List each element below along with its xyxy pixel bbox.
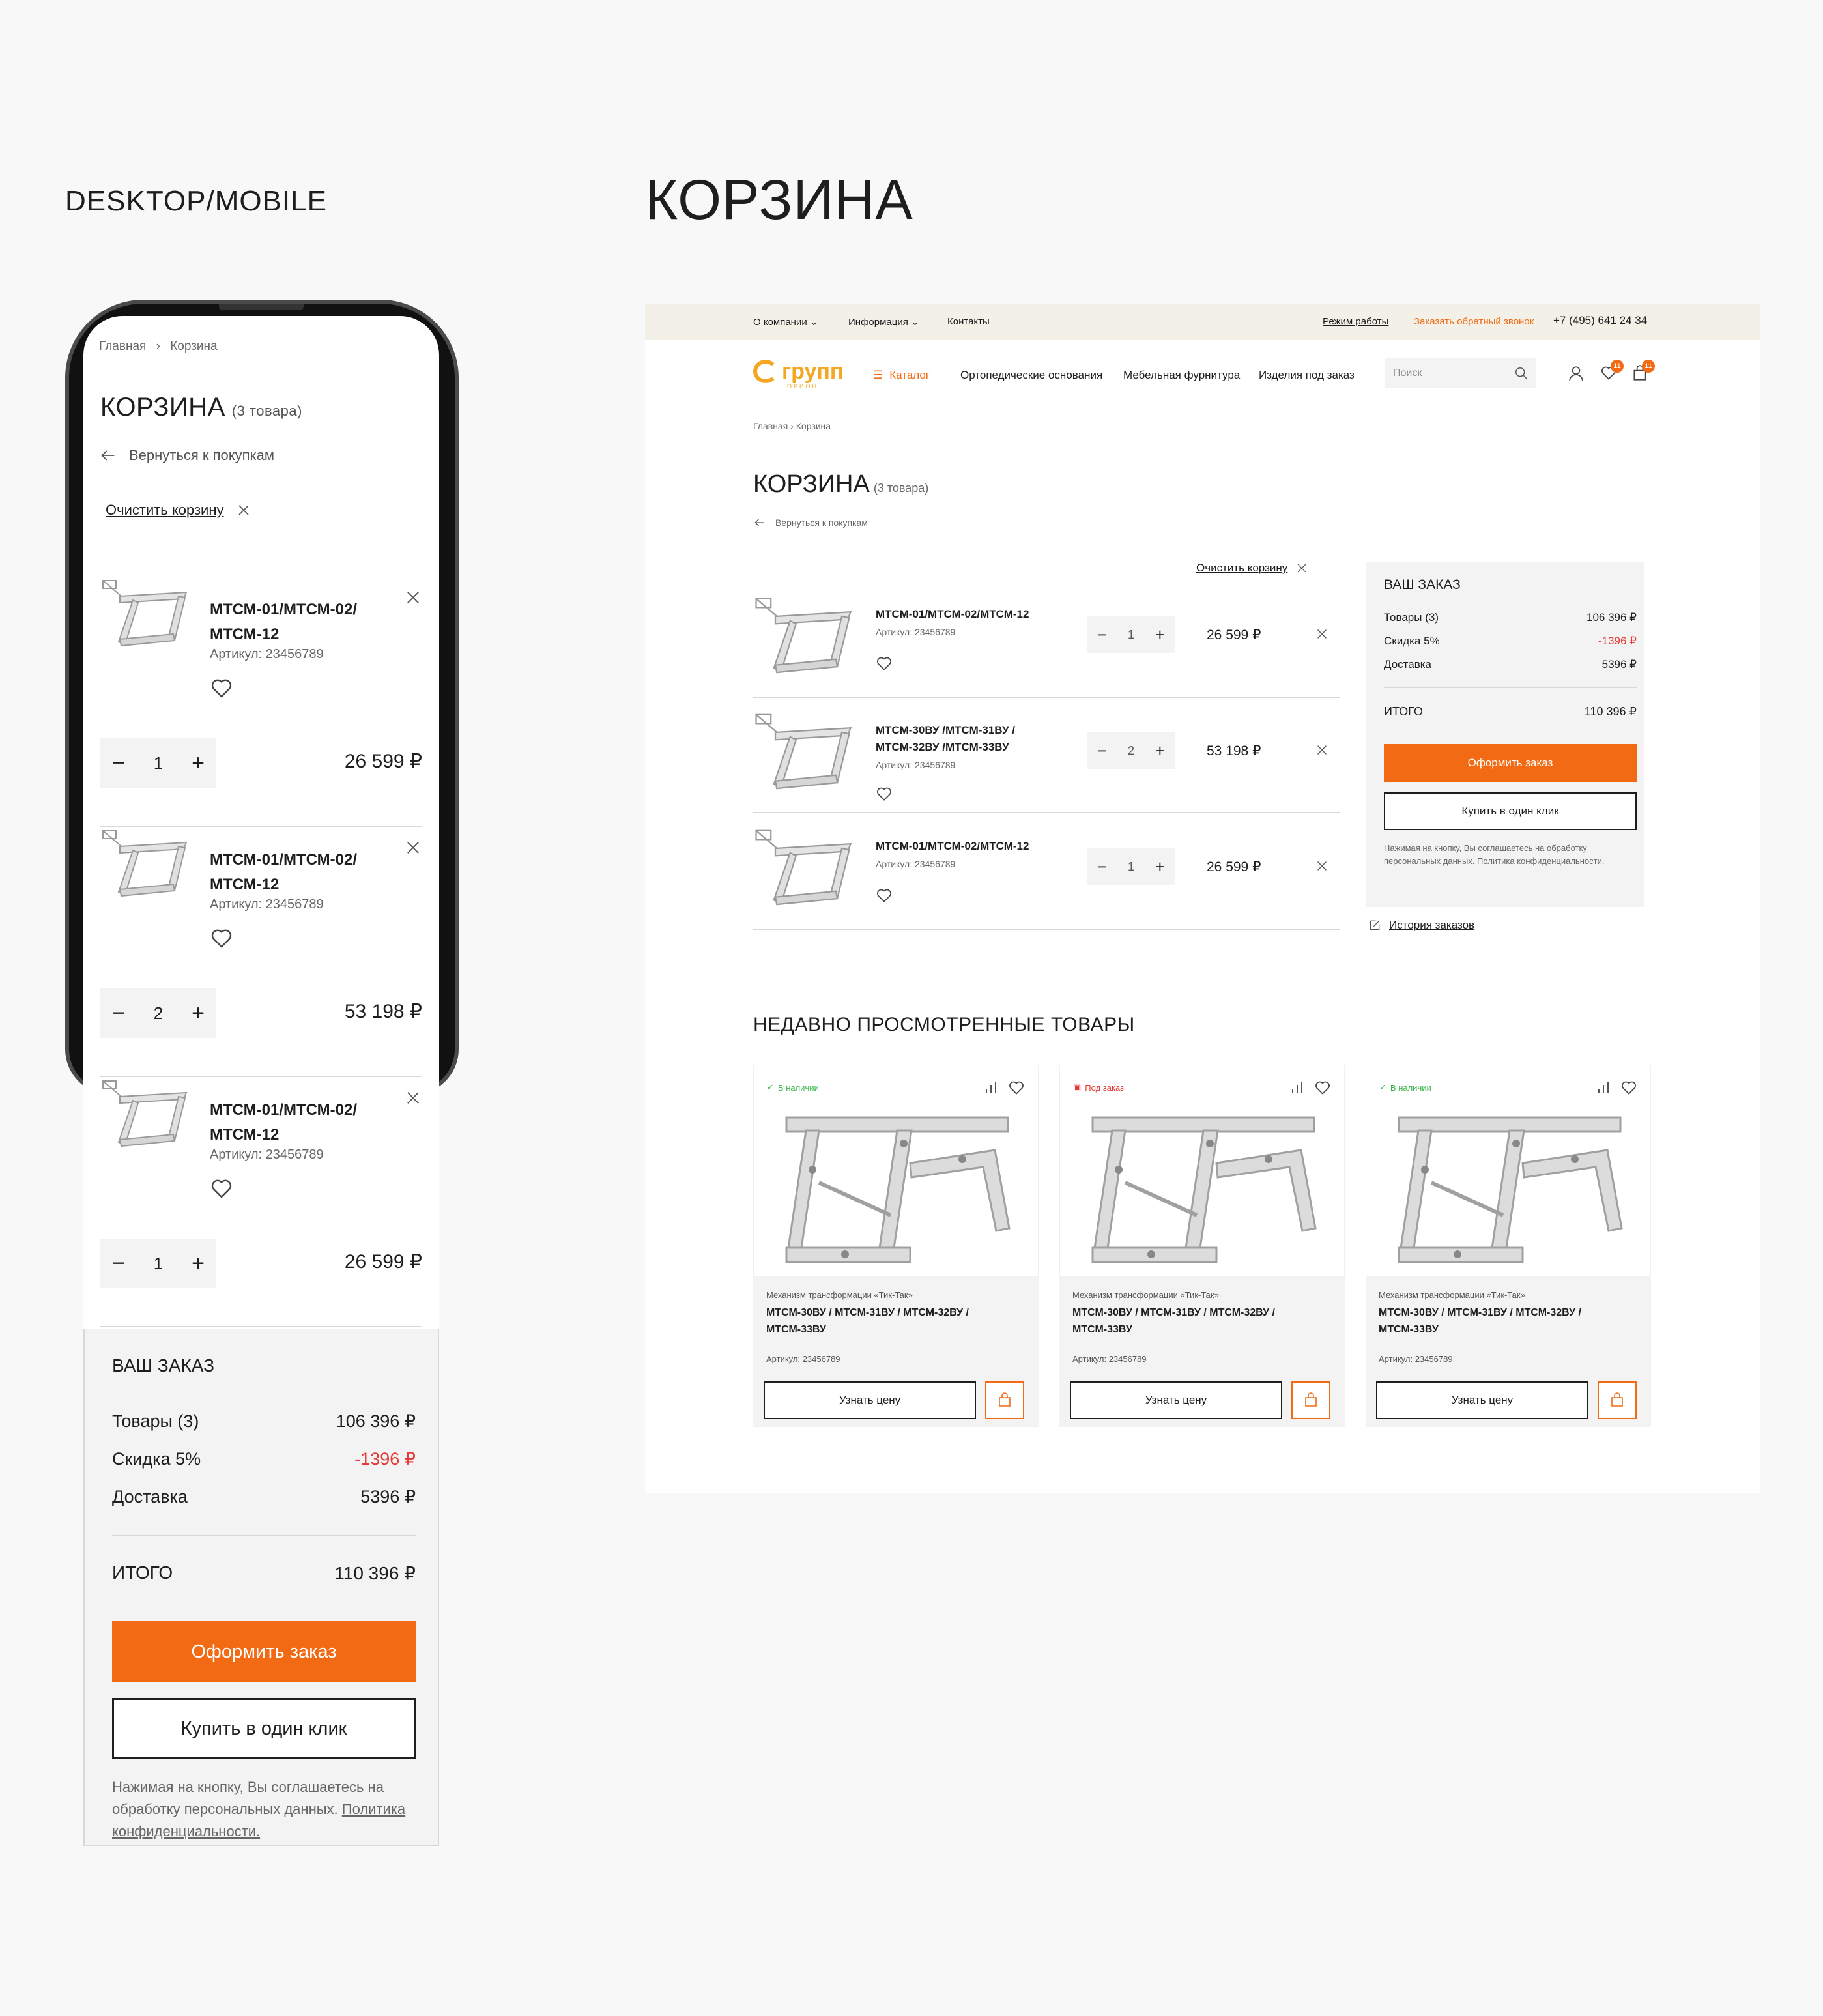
decrement-button[interactable]: − (1097, 740, 1108, 760)
quantity-value[interactable]: 1 (1127, 859, 1134, 873)
catalog-label: Каталог (889, 369, 930, 381)
privacy-policy-link[interactable]: Политика конфиденциальности. (1477, 856, 1605, 866)
product-image-area (1059, 1065, 1345, 1277)
one-click-buy-button[interactable]: Купить в один клик (112, 1698, 416, 1759)
clear-cart-button[interactable] (106, 502, 251, 519)
item-price: 26 599 ₽ (1207, 859, 1261, 874)
product-category: Механизм трансформации «Тик-Так» (1379, 1290, 1525, 1300)
product-image[interactable] (100, 577, 198, 655)
recent-products-title: НЕДАВНО ПРОСМОТРЕННЫЕ ТОВАРЫ (753, 1014, 1135, 1035)
summary-delivery-row (1384, 658, 1637, 671)
summary-goods-row (112, 1411, 416, 1432)
product-name[interactable]: МТСМ-30ВУ /МТСМ-31ВУ / МТСМ-32ВУ /МТСМ-33ВУ (876, 724, 1015, 753)
breadcrumb-home[interactable]: Главная (99, 339, 147, 353)
menu-info-label: Информация (848, 317, 908, 328)
breadcrumb-home[interactable]: Главная (753, 421, 788, 431)
product-sku: Артикул: 23456789 (766, 1354, 840, 1364)
favorites-button[interactable] (1600, 362, 1621, 382)
divider (1384, 687, 1637, 688)
goods-label: Товары (3) (1384, 611, 1439, 624)
phone-number[interactable]: +7 (495) 641 24 34 (1553, 314, 1648, 326)
menu-info[interactable] (848, 316, 919, 328)
remove-item-icon[interactable] (1315, 859, 1329, 873)
order-history-label: История заказов (1389, 919, 1475, 931)
order-summary (83, 1329, 439, 1846)
product-card[interactable] (1059, 1065, 1345, 1427)
product-image[interactable] (1073, 1104, 1334, 1274)
quantity-stepper (100, 1239, 216, 1288)
get-price-button[interactable]: Узнать цену (1070, 1381, 1282, 1419)
close-icon (1295, 562, 1308, 575)
product-image[interactable] (100, 1077, 198, 1155)
arrow-left-icon (99, 446, 117, 465)
stock-status (767, 1082, 819, 1093)
discount-value: -1396 ₽ (1598, 635, 1637, 647)
compare-icon[interactable] (983, 1080, 999, 1095)
goods-value: 106 396 ₽ (336, 1411, 416, 1431)
nav-custom-products[interactable]: Изделия под заказ (1259, 369, 1355, 381)
quantity-value[interactable]: 1 (1127, 627, 1134, 641)
cart-badge: 11 (1642, 360, 1655, 373)
heart-icon[interactable] (210, 1177, 233, 1201)
cart-button[interactable] (1631, 362, 1652, 382)
add-to-cart-button[interactable] (985, 1381, 1024, 1419)
quantity-stepper (100, 738, 216, 788)
quantity-value[interactable]: 1 (153, 1253, 164, 1273)
product-sku: Артикул: 23456789 (1072, 1354, 1147, 1364)
decrement-button[interactable]: − (112, 1251, 125, 1276)
item-count: (3 товара) (231, 403, 302, 419)
decrement-button[interactable]: − (1097, 624, 1108, 644)
menu-icon: ☰ (873, 369, 883, 381)
product-sku: Артикул: 23456789 (210, 647, 324, 661)
edit-icon (1368, 919, 1381, 932)
catalog-button[interactable] (873, 369, 930, 382)
callback-link[interactable]: Заказать обратный звонок (1414, 316, 1534, 327)
clear-cart-label: Очистить корзину (1196, 562, 1288, 574)
product-sku: Артикул: 23456789 (876, 627, 956, 637)
product-sku: Артикул: 23456789 (210, 1147, 324, 1162)
cart-item (753, 593, 1340, 698)
logo-word: групп (782, 359, 844, 384)
product-image[interactable] (100, 827, 198, 905)
close-icon (236, 502, 251, 518)
one-click-buy-button[interactable]: Купить в один клик (1384, 792, 1637, 830)
product-image[interactable] (753, 709, 864, 800)
breadcrumb-separator: › (156, 339, 160, 353)
top-bar (645, 304, 1760, 340)
back-label: Вернуться к покупкам (129, 447, 274, 463)
item-price: 26 599 ₽ (344, 1251, 422, 1273)
discount-value: -1396 ₽ (354, 1449, 416, 1469)
order-history-link[interactable] (1368, 919, 1474, 932)
product-sku: Артикул: 23456789 (876, 760, 956, 770)
compare-icon[interactable] (1596, 1080, 1611, 1095)
summary-total-row (1384, 705, 1637, 719)
checkout-button[interactable]: Оформить заказ (1384, 744, 1637, 782)
increment-button[interactable]: + (192, 751, 205, 775)
heart-icon[interactable] (876, 786, 893, 803)
item-count: (3 товара) (873, 482, 929, 495)
stock-label: В наличии (1390, 1082, 1431, 1093)
product-category: Механизм трансформации «Тик-Так» (766, 1290, 913, 1300)
delivery-value: 5396 ₽ (360, 1487, 416, 1506)
clear-cart-button[interactable] (1196, 562, 1308, 575)
heart-icon[interactable] (1314, 1080, 1331, 1097)
heart-icon[interactable] (1008, 1080, 1025, 1097)
page-heading: КОРЗИНА (645, 169, 913, 231)
product-sku: Артикул: 23456789 (1379, 1354, 1453, 1364)
goods-value: 106 396 ₽ (1586, 611, 1637, 624)
product-image[interactable] (1379, 1104, 1640, 1274)
product-name[interactable]: МТСМ-30ВУ / МТСМ-31ВУ / МТСМ-32ВУ / МТСМ-33ВУ (766, 1307, 969, 1335)
divider (112, 1535, 416, 1536)
product-name[interactable]: МТСМ-01/МТСМ-02/МТСМ-12 (876, 608, 1029, 620)
consent-text: Нажимая на кнопку, Вы соглашаетесь на обработку персональных данных. (112, 1779, 384, 1817)
clear-cart-label: Очистить корзину (106, 502, 224, 518)
product-sku: Артикул: 23456789 (210, 897, 324, 912)
menu-about-label: О компании (753, 317, 807, 328)
logo[interactable] (753, 359, 844, 390)
heart-icon[interactable] (210, 677, 233, 700)
quantity-value[interactable]: 2 (153, 1003, 164, 1023)
breadcrumb-separator: › (790, 421, 796, 431)
increment-button[interactable]: + (1155, 856, 1165, 876)
summary-discount-row (112, 1449, 416, 1469)
product-name[interactable]: МТСМ-01/МТСМ-02/ МТСМ-12 (210, 601, 358, 643)
product-name[interactable]: МТСМ-01/МТСМ-02/ МТСМ-12 (210, 851, 358, 893)
search-placeholder: Поиск (1393, 367, 1422, 379)
desktop-screen (645, 304, 1760, 1493)
get-price-button[interactable]: Узнать цену (764, 1381, 976, 1419)
checkout-button[interactable]: Оформить заказ (112, 1621, 416, 1682)
page-label: DESKTOP/MOBILE (65, 185, 327, 217)
product-name[interactable]: МТСМ-30ВУ / МТСМ-31ВУ / МТСМ-32ВУ / МТСМ-33ВУ (1379, 1307, 1581, 1335)
product-image[interactable] (767, 1104, 1027, 1274)
quantity-stepper (1087, 616, 1175, 653)
calendar-icon: ▣ (1073, 1082, 1082, 1092)
chevron-down-icon: ⌄ (809, 317, 818, 328)
menu-contacts[interactable]: Контакты (947, 316, 990, 327)
cart-item (753, 709, 1340, 813)
cart-item (100, 827, 422, 1077)
heart-icon[interactable] (1620, 1080, 1637, 1097)
cart-item (753, 825, 1340, 930)
summary-title: ВАШ ЗАКАЗ (1384, 577, 1461, 592)
breadcrumb (99, 339, 224, 354)
favorites-badge: 11 (1611, 360, 1624, 373)
bag-icon (997, 1392, 1012, 1408)
order-summary (1366, 562, 1644, 907)
summary-goods-row (1384, 611, 1637, 624)
remove-item-icon[interactable] (404, 1089, 422, 1107)
summary-discount-row (1384, 635, 1637, 648)
product-image[interactable] (753, 593, 864, 684)
page-title (753, 470, 928, 498)
product-sku: Артикул: 23456789 (876, 859, 956, 869)
cart-item (100, 1077, 422, 1327)
page-title-text: КОРЗИНА (753, 470, 870, 498)
compare-icon[interactable] (1289, 1080, 1305, 1095)
quantity-stepper (100, 988, 216, 1038)
decrement-button[interactable]: − (1097, 856, 1108, 876)
decrement-button[interactable]: − (112, 1001, 125, 1026)
add-to-cart-button[interactable] (1291, 1381, 1330, 1419)
quantity-stepper (1087, 732, 1175, 769)
consent-note (1384, 842, 1638, 868)
breadcrumb-current: Корзина (796, 421, 831, 431)
stock-label: В наличии (777, 1082, 819, 1093)
page-title (100, 393, 302, 422)
summary-title: ВАШ ЗАКАЗ (112, 1355, 215, 1375)
quantity-stepper (1087, 848, 1175, 885)
increment-button[interactable]: + (192, 1001, 205, 1026)
get-price-button[interactable]: Узнать цену (1376, 1381, 1588, 1419)
check-icon: ✓ (1379, 1082, 1386, 1092)
decrement-button[interactable]: − (112, 751, 125, 775)
item-price: 26 599 ₽ (1207, 627, 1261, 642)
search-input[interactable] (1385, 358, 1536, 388)
quantity-value[interactable]: 1 (153, 753, 164, 773)
total-label: ИТОГО (1384, 705, 1423, 718)
item-price: 26 599 ₽ (344, 751, 422, 772)
add-to-cart-button[interactable] (1598, 1381, 1637, 1419)
search-icon[interactable] (1514, 366, 1529, 381)
summary-total-row (112, 1562, 416, 1584)
bag-icon (1609, 1392, 1625, 1408)
breadcrumb-current: Корзина (170, 339, 218, 353)
product-name[interactable]: МТСМ-01/МТСМ-02/МТСМ-12 (876, 840, 1029, 852)
nav-orthopedic[interactable]: Ортопедические основания (960, 369, 1103, 381)
product-name[interactable]: МТСМ-30ВУ / МТСМ-31ВУ / МТСМ-32ВУ / МТСМ-33ВУ (1072, 1307, 1275, 1335)
back-label: Вернуться к покупкам (775, 517, 868, 528)
consent-text: Нажимая на кнопку, Вы соглашаетесь на обработку персональных данных. (1384, 843, 1587, 866)
product-image-area (753, 1065, 1039, 1277)
privacy-policy-link[interactable]: Политика конфиденциальности. (112, 1801, 406, 1839)
discount-label: Скидка 5% (112, 1449, 201, 1469)
product-image[interactable] (753, 825, 864, 916)
item-price: 53 198 ₽ (1207, 743, 1261, 758)
arrow-left-icon (753, 516, 766, 529)
product-name[interactable]: МТСМ-01/МТСМ-02/ МТСМ-12 (210, 1101, 358, 1144)
goods-label: Товары (3) (112, 1411, 199, 1431)
bag-icon (1303, 1392, 1319, 1408)
remove-item-icon[interactable] (1315, 743, 1329, 757)
user-icon[interactable] (1568, 365, 1585, 382)
stock-status (1379, 1082, 1431, 1093)
cart-item (100, 577, 422, 827)
summary-delivery-row (112, 1487, 416, 1507)
discount-label: Скидка 5% (1384, 635, 1440, 647)
product-card[interactable] (753, 1065, 1039, 1427)
remove-item-icon[interactable] (404, 839, 422, 857)
increment-button[interactable]: + (1155, 740, 1165, 760)
check-icon: ✓ (767, 1082, 774, 1092)
product-card[interactable] (1366, 1065, 1651, 1427)
logo-mark (753, 360, 778, 383)
chevron-down-icon: ⌄ (911, 317, 919, 328)
consent-note (112, 1776, 418, 1843)
breadcrumb (753, 421, 831, 431)
heart-icon[interactable] (876, 887, 893, 904)
total-label: ИТОГО (112, 1562, 173, 1583)
delivery-label: Доставка (1384, 658, 1432, 670)
remove-item-icon[interactable] (1315, 627, 1329, 641)
nav-furniture-fittings[interactable]: Мебельная фурнитура (1123, 369, 1241, 381)
menu-about[interactable] (753, 316, 818, 328)
heart-icon[interactable] (210, 927, 233, 951)
stock-label: Под заказ (1085, 1082, 1124, 1093)
page-title-text: КОРЗИНА (100, 393, 225, 422)
back-to-shopping-link[interactable] (753, 516, 868, 529)
header (645, 340, 1760, 405)
back-to-shopping-link[interactable] (99, 446, 274, 465)
total-value: 110 396 ₽ (334, 1563, 416, 1583)
increment-button[interactable]: + (1155, 624, 1165, 644)
heart-icon[interactable] (876, 655, 893, 672)
total-value: 110 396 ₽ (1584, 705, 1637, 718)
product-image-area (1366, 1065, 1651, 1277)
working-hours-link[interactable]: Режим работы (1323, 316, 1389, 327)
quantity-value[interactable]: 2 (1127, 743, 1134, 757)
delivery-value: 5396 ₽ (1601, 658, 1637, 670)
remove-item-icon[interactable] (404, 588, 422, 607)
stock-status (1073, 1082, 1124, 1093)
delivery-label: Доставка (112, 1487, 188, 1506)
logo-subtitle: ОРИОН (787, 383, 818, 390)
item-price: 53 198 ₽ (344, 1001, 422, 1022)
product-category: Механизм трансформации «Тик-Так» (1072, 1290, 1219, 1300)
increment-button[interactable]: + (192, 1251, 205, 1276)
